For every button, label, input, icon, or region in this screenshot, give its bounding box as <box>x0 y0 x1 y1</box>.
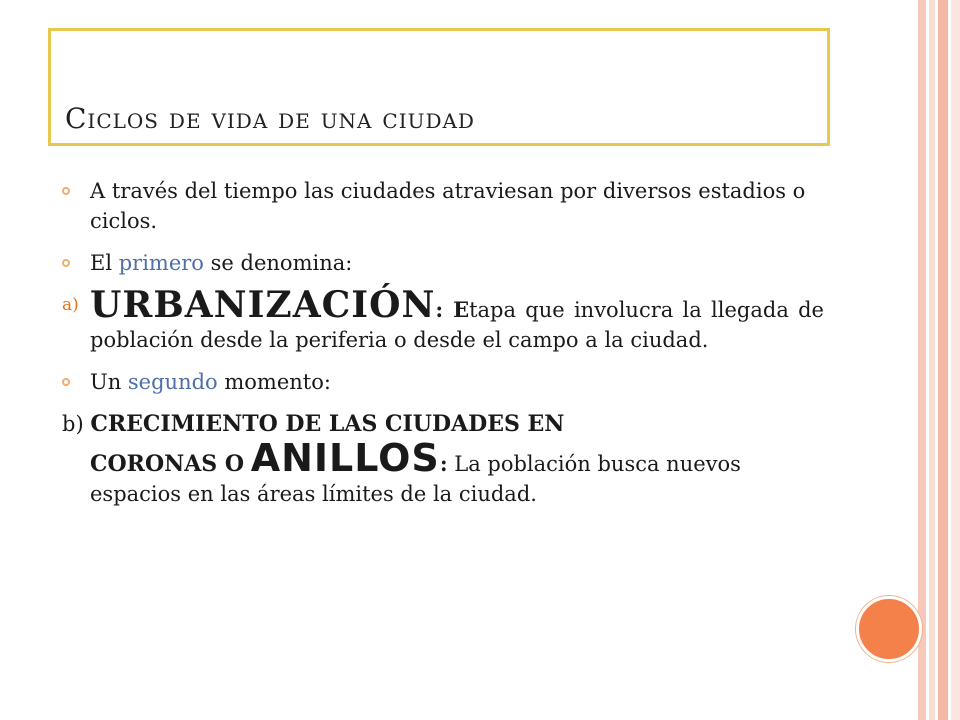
decorative-circle-icon <box>856 596 922 662</box>
list-marker: a) <box>62 295 79 315</box>
bullet-text: A través del tiempo las ciudades atraviesan por diversos estadios o ciclos. <box>90 179 806 233</box>
item-heading: CRECIMIENTO DE LAS CIUDADES EN <box>90 411 565 437</box>
stripe <box>918 0 926 720</box>
bullet-circle-icon <box>62 378 70 386</box>
bullet-circle-icon <box>62 187 70 195</box>
stripe <box>951 0 960 720</box>
colon: : <box>439 451 448 476</box>
item-heading-large: ANILLOS <box>250 436 440 480</box>
bullet-text: El <box>90 251 119 275</box>
title-box <box>48 28 830 146</box>
item-heading: CORONAS O <box>90 451 245 477</box>
bullet-text: se denomina: <box>203 251 353 275</box>
bullet-circle-icon <box>62 259 70 267</box>
stripe <box>929 0 935 720</box>
bullet-item <box>62 176 824 236</box>
bullet-text: Un <box>90 370 128 394</box>
decorative-stripes <box>918 0 960 720</box>
list-item-b <box>62 409 824 509</box>
lead-letter: E <box>453 297 470 322</box>
list-marker: b) <box>62 412 84 436</box>
bullet-text: momento: <box>217 370 331 394</box>
accent-word: segundo <box>127 370 218 394</box>
item-text: La población busca nuevos espacios en las áreas límites de la ciudad. <box>90 452 741 506</box>
item-heading: URBANIZACIÓN <box>90 284 436 326</box>
bullet-item <box>62 248 824 278</box>
stripe <box>938 0 948 720</box>
accent-word: primero <box>118 251 204 275</box>
bullet-item <box>62 367 824 397</box>
item-text: tapa que involucra la llegada de población desde la periferia o desde el campo a la ciudad. <box>90 298 824 352</box>
list-item-a <box>62 284 824 355</box>
slide-title: Ciclos de vida de una ciudad <box>65 102 475 135</box>
slide-content <box>62 176 824 509</box>
colon: : <box>435 297 454 322</box>
